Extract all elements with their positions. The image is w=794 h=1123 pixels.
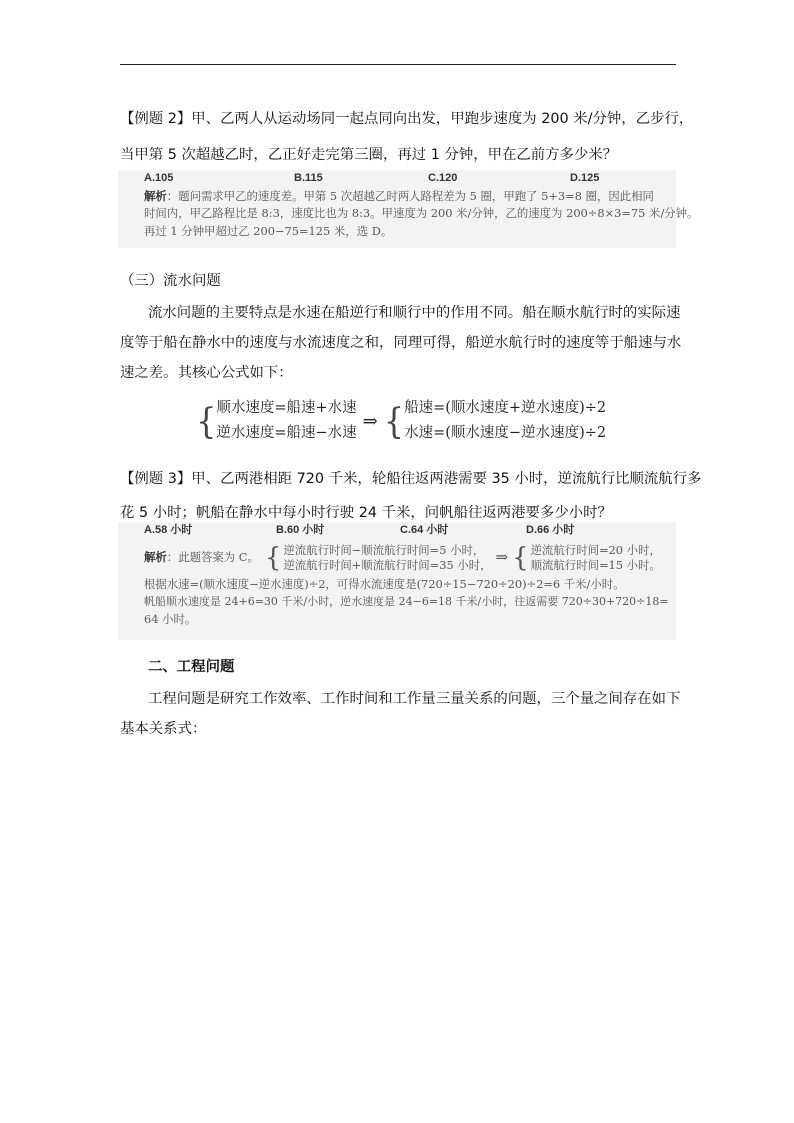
- header-rule: [120, 64, 676, 65]
- option-b: B.115: [294, 172, 323, 184]
- solution-label: 解析: [144, 188, 167, 203]
- right-brace: {: [383, 400, 405, 442]
- system-arrow: ⇒: [495, 547, 509, 566]
- section3-heading: （三）流水问题: [120, 273, 221, 289]
- core-formula: [196, 393, 606, 449]
- example2-solution-image: [118, 170, 699, 248]
- engineering-para-line2: 基本关系式：: [120, 721, 207, 737]
- example3-solution-line4: 帆船顺水速度是 24+6=30 千米/小时，逆水速度是 24−6=18 千米/小时，往返需要 720÷30+720÷18=: [144, 595, 669, 609]
- left-brace: {: [196, 400, 217, 442]
- section3-para-line2: 度等于船在静水中的速度与水流速度之和，同理可得，船逆水航行时的速度等于船速与水: [120, 335, 682, 351]
- example2-solution-line1: [144, 188, 676, 206]
- option-c: C.64 小时: [400, 524, 449, 536]
- solution-intro: ：此题答案为 C。: [166, 549, 259, 564]
- system-left: [265, 543, 492, 573]
- example3-solution-system: [144, 540, 676, 576]
- system-left-line2: 逆流航行时间+顺流航行时间=35 小时，: [283, 557, 492, 572]
- option-d: D.125: [570, 172, 600, 184]
- example3-solution-image: [118, 522, 676, 640]
- engineering-heading: 二、工程问题: [148, 659, 235, 675]
- solution-text: ：题问需求甲乙的速度差。甲第 5 次超越乙时两人路程差为 5 圈，甲跑了 5+3=8 圈，因此相同: [166, 188, 654, 203]
- implies-arrow: ⇒: [362, 410, 378, 432]
- option-a: A.105: [144, 172, 174, 184]
- example2-solution-line2: 时间内，甲乙路程比是 8:3，速度比也为 8:3。甲速度为 200 米/分钟，乙的速度为 200÷8×3=75 米/分钟。: [144, 206, 699, 221]
- option-d: D.66 小时: [526, 524, 575, 536]
- section3-paragraph: [120, 298, 680, 388]
- example2-question: [120, 104, 694, 170]
- example3-solution-line5: 64 小时。: [144, 611, 197, 626]
- system-right-line2: 顺流航行时间=15 小时。: [530, 557, 661, 572]
- example2-line1: 【例题 2】甲、乙两人从运动场同一起点同向出发，甲跑步速度为 200 米/分钟，乙步行，: [120, 111, 694, 127]
- system-left-line1: 逆流航行时间−顺流航行时间=5 小时，: [283, 542, 485, 557]
- example3-line1: 【例题 3】甲、乙两港相距 720 千米，轮船往返两港需要 35 小时，逆流航行比顺流航行多: [120, 471, 702, 487]
- option-a: A.58 小时: [144, 524, 193, 536]
- example3-options: [144, 522, 676, 540]
- system-right: [512, 543, 661, 573]
- engineering-para-line1: 工程问题是研究工作效率、工作时间和工作量三量关系的问题，三个量之间存在如下: [148, 691, 681, 707]
- option-b: B.60 小时: [276, 524, 325, 536]
- right-brace: {: [512, 542, 529, 573]
- solution-label: 解析: [144, 549, 167, 564]
- example3-line2: 花 5 小时；帆船在静水中每小时行驶 24 千米，问帆船往返两港要多少小时？: [120, 505, 612, 521]
- example3-question: [120, 464, 702, 528]
- engineering-paragraph: [120, 684, 680, 744]
- section3-para-line3: 速之差。其核心公式如下：: [120, 365, 293, 381]
- option-c: C.120: [428, 172, 458, 184]
- formula-left: [216, 396, 356, 446]
- example2-solution-line3: 再过 1 分钟甲超过乙 200−75=125 米，选 D。: [144, 223, 393, 238]
- formula-upstream: 逆水速度=船速−水速: [216, 425, 357, 441]
- formula-right: [404, 396, 606, 446]
- example2-options: [144, 170, 676, 188]
- section3-para-line1: 流水问题的主要特点是水速在船逆行和顺行中的作用不同。船在顺水航行时的实际速: [148, 305, 681, 321]
- formula-downstream: 顺水速度=船速+水速: [216, 400, 357, 416]
- example3-solution-line3: 根据水速=(顺水速度−逆水速度)÷2，可得水流速度是(720÷15−720÷20)÷2=6 千米/小时。: [144, 576, 625, 591]
- formula-water-speed: 水速=(顺水速度−逆水速度)÷2: [404, 425, 607, 441]
- formula-boat-speed: 船速=(顺水速度+逆水速度)÷2: [404, 400, 607, 416]
- example2-line2: 当甲第 5 次超越乙时，乙正好走完第三圈，再过 1 分钟，甲在乙前方多少米？: [120, 147, 618, 163]
- left-brace: {: [264, 542, 282, 573]
- system-right-line1: 逆流航行时间=20 小时，: [530, 542, 661, 557]
